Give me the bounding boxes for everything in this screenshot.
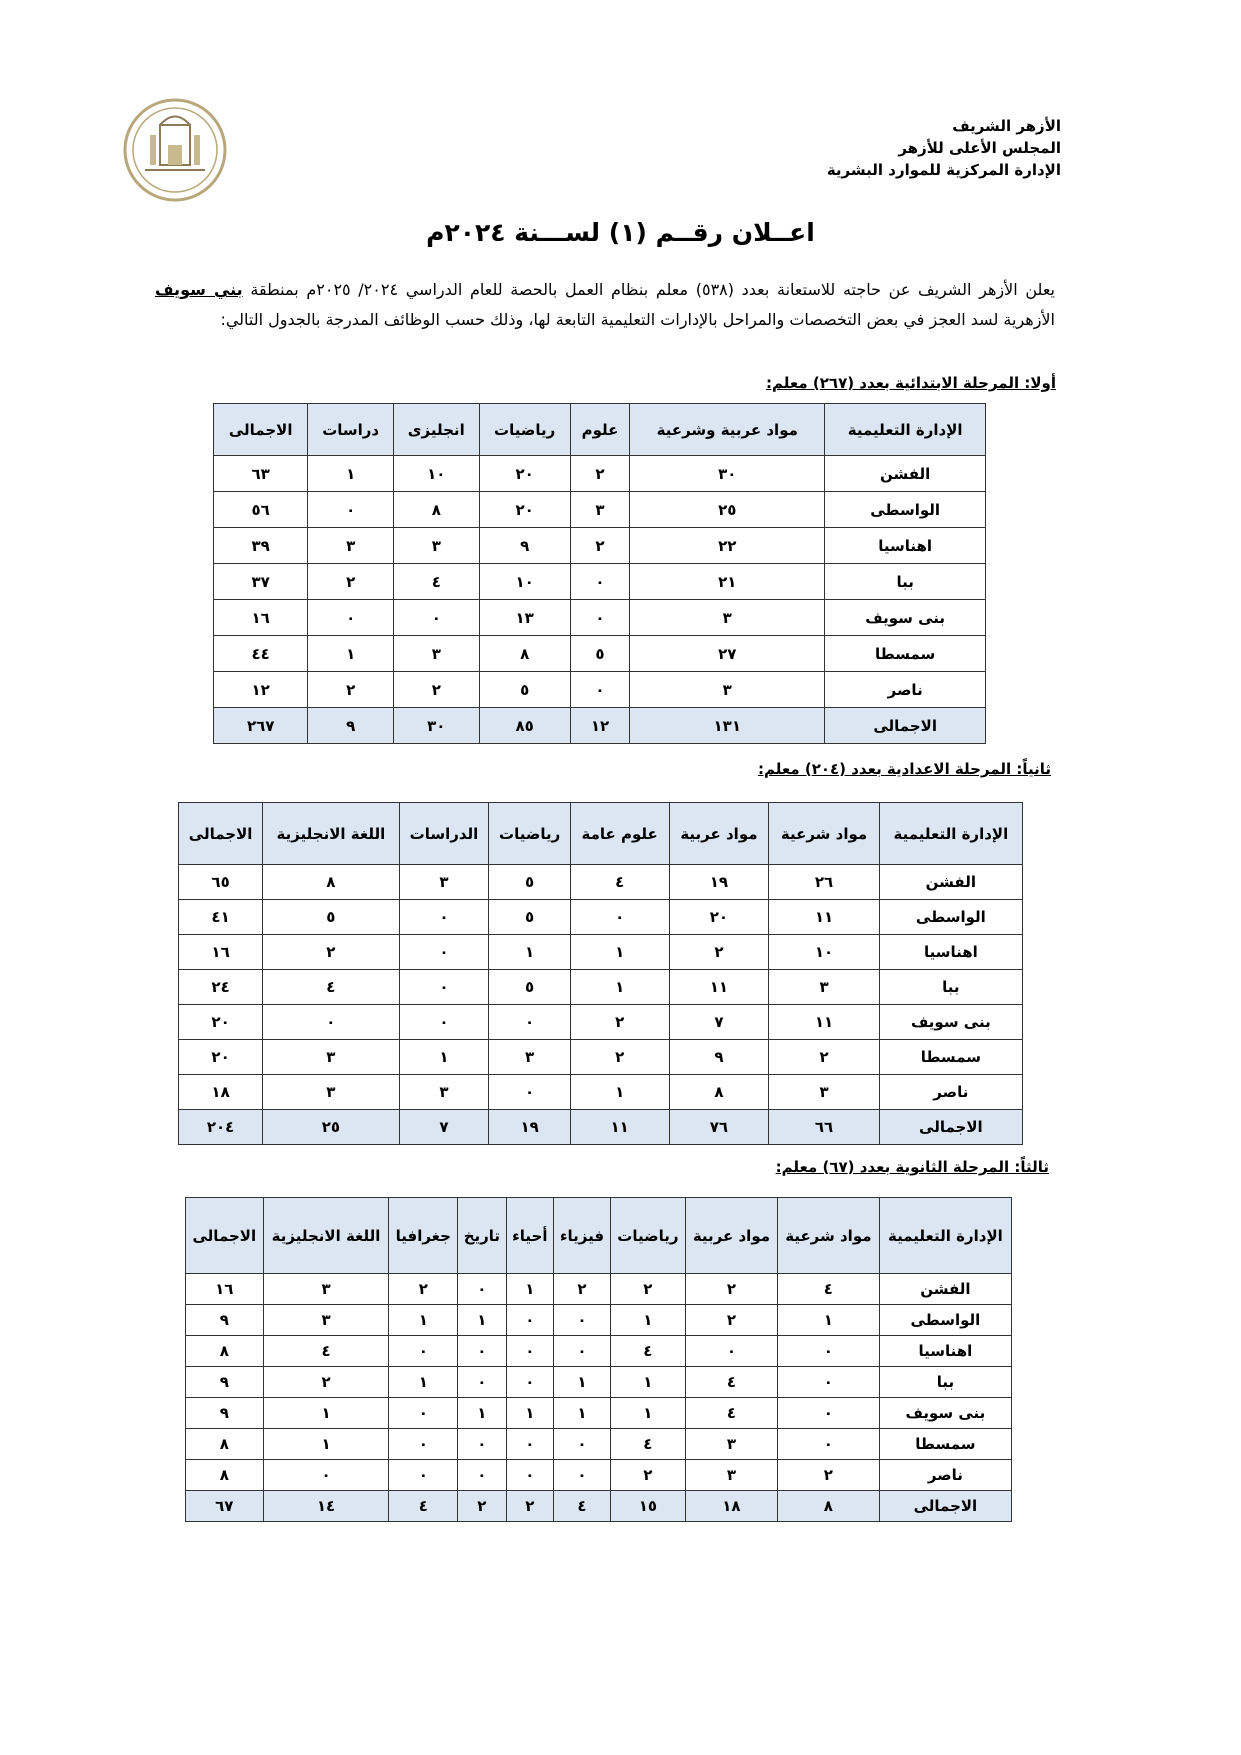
table-cell: ٤: [263, 970, 399, 1005]
table-cell: ٤: [263, 1336, 389, 1367]
table-cell: ٤٤: [214, 636, 308, 672]
table-cell: ٤: [777, 1274, 879, 1305]
table-cell: ٨: [393, 492, 479, 528]
table-cell: ١: [263, 1398, 389, 1429]
table-cell: ٠: [458, 1336, 506, 1367]
table-cell: ٥٦: [214, 492, 308, 528]
table-cell: ١٩: [489, 1110, 570, 1145]
table-cell: ٢: [263, 1367, 389, 1398]
table-cell: ١٤: [263, 1491, 389, 1522]
row-label: الاجمالى: [825, 708, 986, 744]
table-cell: ١١: [669, 970, 769, 1005]
table-cell: ١: [570, 970, 669, 1005]
row-label: الواسطى: [879, 1305, 1011, 1336]
table-cell: ٠: [399, 1005, 489, 1040]
table-cell: ٠: [554, 1305, 611, 1336]
table-cell: ٠: [399, 935, 489, 970]
table-cell: ٢٦: [769, 865, 879, 900]
table-cell: ٠: [389, 1429, 458, 1460]
column-header: فيزياء: [554, 1198, 611, 1274]
column-header: الاجمالى: [179, 803, 263, 865]
table-cell: ٢: [308, 564, 394, 600]
org-header: [827, 115, 1061, 181]
table-cell: ١: [777, 1305, 879, 1336]
table-cell: ٤: [570, 865, 669, 900]
table-cell: ٢٧: [630, 636, 825, 672]
table-cell: ٠: [777, 1398, 879, 1429]
table-cell: ٤: [685, 1398, 777, 1429]
table-cell: ٥: [489, 865, 570, 900]
table-row: [179, 935, 1023, 970]
table-cell: ٠: [685, 1336, 777, 1367]
table-cell: ٣٠: [393, 708, 479, 744]
table-cell: ٠: [570, 564, 629, 600]
table-cell: ٧٦: [669, 1110, 769, 1145]
table-row: [179, 1005, 1023, 1040]
table-header-row: [179, 803, 1023, 865]
table-cell: ٣: [769, 1075, 879, 1110]
table-cell: ٢: [570, 1040, 669, 1075]
table-cell: ٣: [399, 865, 489, 900]
column-header: مواد شرعية: [777, 1198, 879, 1274]
table-cell: ٦٥: [179, 865, 263, 900]
table-cell: ٠: [399, 970, 489, 1005]
table-cell: ٤: [610, 1336, 685, 1367]
table-row: [186, 1274, 1012, 1305]
table-cell: ٤: [610, 1429, 685, 1460]
table-cell: ٧: [669, 1005, 769, 1040]
table-cell: ٢: [610, 1274, 685, 1305]
table-cell: ٤: [389, 1491, 458, 1522]
table-cell: ٤١: [179, 900, 263, 935]
preparatory-heading: ثانياً: المرحلة الاعدادية بعدد (٢٠٤) معلم:: [757, 760, 1051, 778]
table-cell: ٥: [570, 636, 629, 672]
table-cell: ٠: [554, 1429, 611, 1460]
table-cell: ١٣: [479, 600, 570, 636]
table-cell: ٢: [393, 672, 479, 708]
column-header: الإدارة التعليمية: [825, 404, 986, 456]
row-label: الواسطى: [879, 900, 1022, 935]
table-row: [214, 600, 986, 636]
table-cell: ٠: [458, 1367, 506, 1398]
table-cell: ١: [263, 1429, 389, 1460]
column-header: علوم عامة: [570, 803, 669, 865]
table-header-row: [214, 404, 986, 456]
column-header: مواد عربية: [669, 803, 769, 865]
table-row: [186, 1429, 1012, 1460]
table-cell: ١: [308, 636, 394, 672]
column-header: رياضيات: [489, 803, 570, 865]
table-cell: ٢: [685, 1274, 777, 1305]
column-header: رياضيات: [610, 1198, 685, 1274]
column-header: انجليزى: [393, 404, 479, 456]
table-cell: ٥: [479, 672, 570, 708]
table-cell: ٥: [489, 970, 570, 1005]
table-cell: ١: [506, 1398, 553, 1429]
table-cell: ٣: [489, 1040, 570, 1075]
table-cell: ٠: [263, 1460, 389, 1491]
table-cell: ٨: [186, 1336, 264, 1367]
table-cell: ٢: [685, 1305, 777, 1336]
table-cell: ٠: [554, 1336, 611, 1367]
table-cell: ٠: [489, 1005, 570, 1040]
table-cell: ٣: [393, 636, 479, 672]
table-cell: ٢٠٤: [179, 1110, 263, 1145]
preparatory-table: [178, 802, 1023, 1145]
column-header: الاجمالى: [186, 1198, 264, 1274]
row-label: اهناسيا: [879, 935, 1022, 970]
table-cell: ٩: [669, 1040, 769, 1075]
column-header: مواد عربية وشرعية: [630, 404, 825, 456]
table-cell: ٠: [389, 1460, 458, 1491]
intro-paragraph: [155, 275, 1055, 335]
column-header: الاجمالى: [214, 404, 308, 456]
table-cell: ٨: [186, 1460, 264, 1491]
table-cell: ١٠: [393, 456, 479, 492]
table-cell: ١: [554, 1367, 611, 1398]
table-cell: ١٣١: [630, 708, 825, 744]
row-label: اهناسيا: [825, 528, 986, 564]
table-cell: ٠: [389, 1398, 458, 1429]
table-cell: ٠: [489, 1075, 570, 1110]
table-cell: ٣: [685, 1460, 777, 1491]
org-line-2: المجلس الأعلى للأزهر: [898, 139, 1061, 157]
table-row: [214, 528, 986, 564]
table-cell: ٠: [458, 1429, 506, 1460]
al-azhar-logo: [120, 90, 230, 210]
table-row: [179, 1075, 1023, 1110]
column-header: مواد شرعية: [769, 803, 879, 865]
row-label: الفشن: [825, 456, 986, 492]
table-cell: ٠: [506, 1305, 553, 1336]
table-cell: ١: [458, 1398, 506, 1429]
row-label: الواسطى: [825, 492, 986, 528]
table-cell: ٠: [777, 1336, 879, 1367]
row-label: بنى سويف: [879, 1398, 1011, 1429]
row-label: ناصر: [879, 1460, 1011, 1491]
table-cell: ٣: [630, 600, 825, 636]
primary-table: [213, 403, 986, 744]
table-cell: ١: [458, 1305, 506, 1336]
row-label: ناصر: [825, 672, 986, 708]
row-label: بنى سويف: [825, 600, 986, 636]
column-header: اللغة الانجليزية: [263, 803, 399, 865]
table-row: [186, 1460, 1012, 1491]
table-cell: ٢: [389, 1274, 458, 1305]
table-cell: ٨: [186, 1429, 264, 1460]
table-cell: ٢١: [630, 564, 825, 600]
table-cell: ٩: [479, 528, 570, 564]
table-cell: ٢٠: [669, 900, 769, 935]
table-cell: ٣: [263, 1305, 389, 1336]
table-cell: ٣: [630, 672, 825, 708]
table-cell: ٠: [506, 1367, 553, 1398]
table-cell: ٢: [506, 1491, 553, 1522]
table-cell: ١٠: [479, 564, 570, 600]
column-header: رياضيات: [479, 404, 570, 456]
row-label: ببا: [879, 970, 1022, 1005]
announcement-title: اعــلان رقــم (١) لســـنة ٢٠٢٤م: [426, 218, 815, 247]
table-cell: ٨٥: [479, 708, 570, 744]
table-cell: ٢: [769, 1040, 879, 1075]
table-cell: ١٢: [570, 708, 629, 744]
primary-heading: أولا: المرحلة الابتدائية بعدد (٢٦٧) معلم:: [766, 374, 1056, 392]
table-cell: ٥: [489, 900, 570, 935]
table-cell: ٢٠: [179, 1040, 263, 1075]
table-cell: ٨: [263, 865, 399, 900]
column-header: تاريخ: [458, 1198, 506, 1274]
column-header: جغرافيا: [389, 1198, 458, 1274]
table-cell: ١٢: [214, 672, 308, 708]
table-row: [186, 1305, 1012, 1336]
table-cell: ٠: [570, 600, 629, 636]
table-cell: ٠: [393, 600, 479, 636]
table-cell: ١: [570, 935, 669, 970]
intro-region: بني سويف: [155, 280, 243, 299]
table-cell: ٧: [399, 1110, 489, 1145]
secondary-heading: ثالثاً: المرحلة الثانوية بعدد (٦٧) معلم:: [775, 1158, 1049, 1176]
table-cell: ١: [610, 1305, 685, 1336]
table-cell: ٢: [570, 456, 629, 492]
table-cell: ٠: [308, 492, 394, 528]
table-row: [186, 1336, 1012, 1367]
table-cell: ٣٠: [630, 456, 825, 492]
table-cell: ٦٣: [214, 456, 308, 492]
column-header: دراسات: [308, 404, 394, 456]
table-cell: ١٦: [214, 600, 308, 636]
table-total-row: [179, 1110, 1023, 1145]
row-label: الفشن: [879, 1274, 1011, 1305]
table-cell: ١٠: [769, 935, 879, 970]
row-label: الفشن: [879, 865, 1022, 900]
table-cell: ٣: [263, 1040, 399, 1075]
table-cell: ١٨: [685, 1491, 777, 1522]
intro-part-1: يعلن الأزهر الشريف عن حاجته للاستعانة بعدد (٥٣٨) معلم بنظام العمل بالحصة للعام الدراسي ٢٠٢٤/ ٢٠٢٥م بمنطقة: [250, 280, 1055, 299]
table-cell: ١: [570, 1075, 669, 1110]
table-cell: ٥: [263, 900, 399, 935]
table-row: [179, 900, 1023, 935]
table-cell: ٣: [263, 1075, 399, 1110]
table-cell: ١٨: [179, 1075, 263, 1110]
table-cell: ٠: [458, 1460, 506, 1491]
table-cell: ٦٧: [186, 1491, 264, 1522]
table-row: [186, 1398, 1012, 1429]
table-cell: ٢: [777, 1460, 879, 1491]
table-row: [179, 1040, 1023, 1075]
table-cell: ٠: [777, 1429, 879, 1460]
table-cell: ١: [389, 1305, 458, 1336]
table-total-row: [214, 708, 986, 744]
table-cell: ٨: [479, 636, 570, 672]
table-cell: ٢: [554, 1274, 611, 1305]
table-cell: ٢: [458, 1491, 506, 1522]
column-header: الدراسات: [399, 803, 489, 865]
column-header: الإدارة التعليمية: [879, 803, 1022, 865]
secondary-table: [185, 1197, 1012, 1522]
row-label: سمسطا: [879, 1040, 1022, 1075]
table-cell: ٠: [506, 1460, 553, 1491]
table-cell: ٣: [685, 1429, 777, 1460]
table-cell: ٢٥: [263, 1110, 399, 1145]
table-cell: ١: [610, 1398, 685, 1429]
column-header: الإدارة التعليمية: [879, 1198, 1011, 1274]
table-cell: ٨: [669, 1075, 769, 1110]
table-cell: ١: [554, 1398, 611, 1429]
table-cell: ٠: [308, 600, 394, 636]
table-cell: ٣: [263, 1274, 389, 1305]
table-cell: ٠: [506, 1429, 553, 1460]
table-cell: ٣: [769, 970, 879, 1005]
table-cell: ٠: [263, 1005, 399, 1040]
column-header: اللغة الانجليزية: [263, 1198, 389, 1274]
table-row: [179, 865, 1023, 900]
row-label: بنى سويف: [879, 1005, 1022, 1040]
table-cell: ١: [308, 456, 394, 492]
table-row: [214, 456, 986, 492]
table-cell: ٩: [186, 1367, 264, 1398]
table-cell: ٣: [308, 528, 394, 564]
table-row: [179, 970, 1023, 1005]
org-line-1: الأزهر الشريف: [952, 117, 1061, 135]
row-label: ببا: [825, 564, 986, 600]
table-cell: ٤: [685, 1367, 777, 1398]
table-cell: ٢: [610, 1460, 685, 1491]
table-cell: ٩: [308, 708, 394, 744]
column-header: علوم: [570, 404, 629, 456]
table-cell: ٦٦: [769, 1110, 879, 1145]
intro-part-2: الأزهرية لسد العجز في بعض التخصصات والمراحل بالإدارات التعليمية التابعة لها، وذلك حسب الوظائف المدرجة بالجدول التالي:: [220, 310, 1055, 329]
table-cell: ٢: [308, 672, 394, 708]
table-row: [214, 564, 986, 600]
table-cell: ٢٢: [630, 528, 825, 564]
table-cell: ٣٧: [214, 564, 308, 600]
table-cell: ٢: [570, 528, 629, 564]
table-cell: ٢٠: [479, 456, 570, 492]
row-label: ناصر: [879, 1075, 1022, 1110]
table-cell: ٣٩: [214, 528, 308, 564]
table-header-row: [186, 1198, 1012, 1274]
table-cell: ٩: [186, 1398, 264, 1429]
table-cell: ١٥: [610, 1491, 685, 1522]
table-cell: ٠: [570, 900, 669, 935]
table-cell: ٩: [186, 1305, 264, 1336]
table-cell: ١١: [570, 1110, 669, 1145]
table-cell: ١: [399, 1040, 489, 1075]
table-cell: ٣: [570, 492, 629, 528]
table-row: [214, 672, 986, 708]
table-cell: ١١: [769, 1005, 879, 1040]
table-cell: ٠: [506, 1336, 553, 1367]
table-cell: ٠: [458, 1274, 506, 1305]
table-cell: ٨: [777, 1491, 879, 1522]
table-cell: ٠: [399, 900, 489, 935]
table-cell: ١: [506, 1274, 553, 1305]
table-cell: ١٩: [669, 865, 769, 900]
table-cell: ٠: [570, 672, 629, 708]
table-row: [186, 1367, 1012, 1398]
row-label: سمسطا: [825, 636, 986, 672]
table-total-row: [186, 1491, 1012, 1522]
row-label: اهناسيا: [879, 1336, 1011, 1367]
table-cell: ١١: [769, 900, 879, 935]
column-header: أحياء: [506, 1198, 553, 1274]
table-cell: ١: [389, 1367, 458, 1398]
row-label: الاجمالى: [879, 1110, 1022, 1145]
row-label: سمسطا: [879, 1429, 1011, 1460]
row-label: ببا: [879, 1367, 1011, 1398]
column-header: مواد عربية: [685, 1198, 777, 1274]
row-label: الاجمالى: [879, 1491, 1011, 1522]
table-cell: ٢٠: [179, 1005, 263, 1040]
table-cell: ٠: [554, 1460, 611, 1491]
table-cell: ١٦: [186, 1274, 264, 1305]
table-cell: ٢٦٧: [214, 708, 308, 744]
table-cell: ٣: [399, 1075, 489, 1110]
table-cell: ٤: [393, 564, 479, 600]
table-cell: ٢٤: [179, 970, 263, 1005]
table-cell: ٣: [393, 528, 479, 564]
table-cell: ٤: [554, 1491, 611, 1522]
table-cell: ٠: [389, 1336, 458, 1367]
table-cell: ٢: [570, 1005, 669, 1040]
table-cell: ٢٠: [479, 492, 570, 528]
table-cell: ٢: [263, 935, 399, 970]
org-line-3: الإدارة المركزية للموارد البشرية: [826, 161, 1061, 179]
table-cell: ٢٥: [630, 492, 825, 528]
table-cell: ١: [610, 1367, 685, 1398]
table-row: [214, 636, 986, 672]
table-cell: ٠: [777, 1367, 879, 1398]
table-cell: ٢: [669, 935, 769, 970]
table-row: [214, 492, 986, 528]
table-cell: ١٦: [179, 935, 263, 970]
table-cell: ١: [489, 935, 570, 970]
